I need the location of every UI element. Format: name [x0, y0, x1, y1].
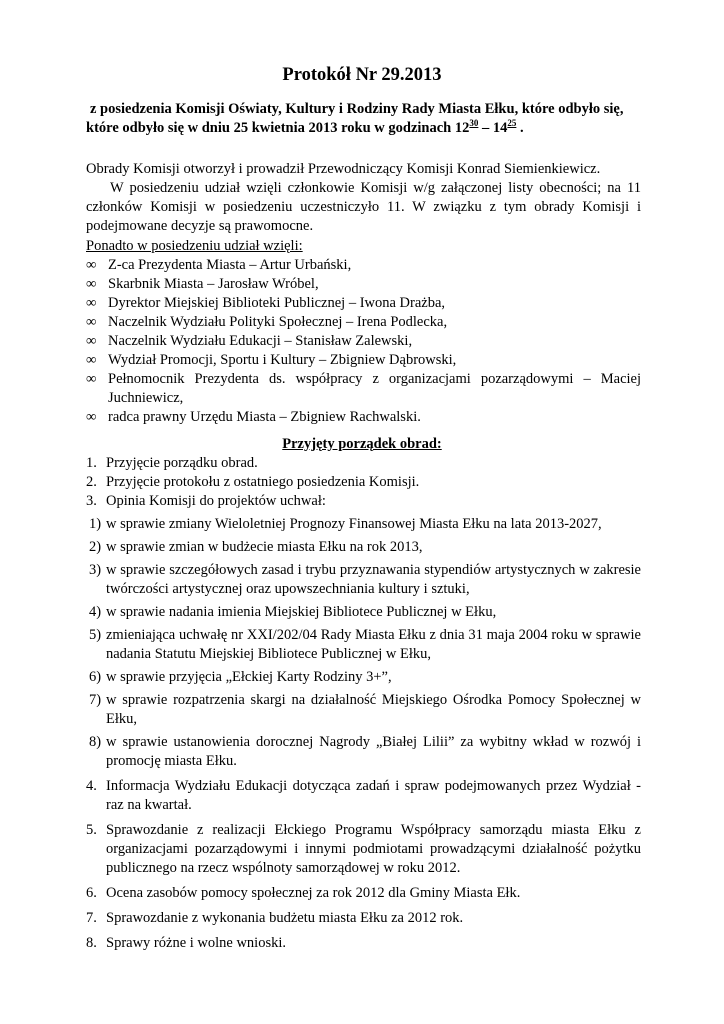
attendees-list [86, 256, 641, 427]
attendee-text: radca prawny Urzędu Miasta – Zbigniew Rachwalski. [108, 409, 421, 425]
item-text: Przyjęcie porządku obrad. [106, 455, 258, 471]
intro-section [86, 160, 641, 236]
resolution-item [86, 626, 641, 664]
attendee-item [86, 332, 641, 351]
infinity-bullet-icon: ∞ [86, 371, 97, 387]
item-number: 6) [89, 669, 102, 685]
subtitle-line-2 [86, 119, 646, 138]
attendee-text: Skarbnik Miasta – Jarosław Wróbel, [108, 276, 319, 292]
attendee-text: Naczelnik Wydziału Polityki Społecznej – Irena Podlecka, [108, 314, 448, 330]
resolution-item [86, 561, 641, 599]
infinity-bullet-icon: ∞ [86, 352, 97, 368]
item-text: Sprawozdanie z wykonania budżetu miasta Ełku za 2012 rok. [106, 910, 464, 926]
item-text: w sprawie rozpatrzenia skargi na działalność Miejskiego Ośrodka Pomocy Społecznej w Ełku, [106, 692, 641, 727]
attendee-item [86, 370, 641, 408]
infinity-bullet-icon: ∞ [86, 409, 97, 425]
item-number: 2) [89, 539, 102, 555]
item-number: 5. [86, 822, 97, 838]
item-number: 4) [89, 604, 102, 620]
item-text: Sprawy różne i wolne wnioski. [106, 935, 287, 951]
agenda-item [86, 884, 641, 903]
attendee-text: Dyrektor Miejskiej Biblioteki Publicznej – Iwona Drażba, [108, 295, 446, 311]
agenda-heading: Przyjęty porządek obrad: [282, 436, 442, 452]
resolution-item [86, 733, 641, 771]
attendee-item [86, 351, 641, 370]
attendee-item [86, 256, 641, 275]
start-minutes: 30 [469, 118, 479, 128]
item-text: Ocena zasobów pomocy społecznej za rok 2012 dla Gminy Miasta Ełk. [106, 885, 521, 901]
item-text: Przyjęcie protokołu z ostatniego posiedzenia Komisji. [106, 474, 420, 490]
intro-paragraph-1: Obrady Komisji otworzył i prowadził Przewodniczący Komisji Konrad Siemienkiewicz. [86, 161, 601, 177]
item-number: 2. [86, 474, 97, 490]
attendees-heading: Ponadto w posiedzeniu udział wzięli: [86, 238, 303, 254]
subtitle-line-1: z posiedzenia Komisji Oświaty, Kultury i Rodziny Rady Miasta Ełku, które odbyło się, [90, 101, 624, 117]
resolution-item [86, 668, 641, 687]
item-number: 5) [89, 627, 102, 643]
attendee-text: Z-ca Prezydenta Miasta – Artur Urbański, [108, 257, 352, 273]
infinity-bullet-icon: ∞ [86, 257, 97, 273]
item-number: 1. [86, 455, 97, 471]
meeting-subtitle [86, 100, 646, 138]
item-number: 1) [89, 516, 102, 532]
attendee-text: Naczelnik Wydziału Edukacji – Stanisław Zalewski, [108, 333, 413, 349]
item-number: 7. [86, 910, 97, 926]
resolution-item [86, 603, 641, 622]
resolution-item [86, 515, 641, 534]
agenda-item [86, 821, 641, 878]
attendee-text: Wydział Promocji, Sportu i Kultury – Zbigniew Dąbrowski, [108, 352, 457, 368]
item-number: 4. [86, 778, 97, 794]
attendee-item [86, 408, 641, 427]
agenda-item [86, 473, 641, 492]
item-number: 7) [89, 692, 102, 708]
intro-paragraph-2: W posiedzeniu udział wzięli członkowie Komisji w/g załączonej listy obecności; na 11 członków Komisji w posiedzeniu uczestniczyło 11. W związku z tym obrady Komisji i podejmowane decyzje są prawomocne. [86, 180, 641, 234]
item-number: 8) [89, 734, 102, 750]
item-text: Opinia Komisji do projektów uchwał: [106, 493, 326, 509]
infinity-bullet-icon: ∞ [86, 314, 97, 330]
item-number: 8. [86, 935, 97, 951]
attendee-item [86, 275, 641, 294]
item-text: w sprawie ustanowienia dorocznej Nagrody „Białej Lilii” za wybitny wkład w rozwój i promocję miasta Ełku. [106, 734, 641, 769]
agenda-list [86, 454, 641, 953]
agenda-item [86, 492, 641, 511]
item-number: 3) [89, 562, 102, 578]
item-text: w sprawie nadania imienia Miejskiej Bibliotece Publicznej w Ełku, [106, 604, 497, 620]
item-text: Informacja Wydziału Edukacji dotycząca zadań i spraw podejmowanych przez Wydział - raz na kwartał. [106, 778, 641, 813]
agenda-item [86, 934, 641, 953]
item-text: w sprawie zmiany Wieloletniej Prognozy Finansowej Miasta Ełku na lata 2013-2027, [106, 516, 602, 532]
resolution-item [86, 538, 641, 557]
item-text: zmieniająca uchwałę nr XXI/202/04 Rady Miasta Ełku z dnia 31 maja 2004 roku w sprawie nadania Statutu Miejskiej Bibliotece Publicznej w Ełku, [106, 627, 641, 662]
attendee-item [86, 294, 641, 313]
infinity-bullet-icon: ∞ [86, 333, 97, 349]
item-text: w sprawie przyjęcia „Ełckiej Karty Rodziny 3+”, [106, 669, 392, 685]
infinity-bullet-icon: ∞ [86, 276, 97, 292]
page-title: Protokół Nr 29.2013 [282, 65, 442, 85]
infinity-bullet-icon: ∞ [86, 295, 97, 311]
subtitle-date-text: które odbyło się w dniu 25 kwietnia 2013 roku w godzinach 12 [86, 120, 470, 136]
agenda-item [86, 454, 641, 473]
subtitle-end: . [516, 120, 524, 136]
attendee-text: Pełnomocnik Prezydenta ds. współpracy z organizacjami pozarządowymi – Maciej Juchniewicz, [108, 371, 641, 406]
attendee-item [86, 313, 641, 332]
item-text: w sprawie zmian w budżecie miasta Ełku na rok 2013, [106, 539, 423, 555]
agenda-item [86, 909, 641, 928]
agenda-item [86, 777, 641, 815]
time-dash: – 14 [478, 120, 508, 136]
item-number: 6. [86, 885, 97, 901]
item-text: w sprawie szczegółowych zasad i trybu przyznawania stypendiów artystycznych w zakresie twórczości artystycznej oraz upowszechniania kultury i sztuki, [106, 562, 641, 597]
item-text: Sprawozdanie z realizacji Ełckiego Programu Współpracy samorządu miasta Ełku z organizacjami pozarządowymi i innymi podmiotami prowadzącymi działalność pożytku publicznego na rzecz wspólnoty samorządowej w roku 2012. [106, 822, 641, 876]
item-number: 3. [86, 493, 97, 509]
end-minutes: 25 [507, 118, 517, 128]
resolution-item [86, 691, 641, 729]
